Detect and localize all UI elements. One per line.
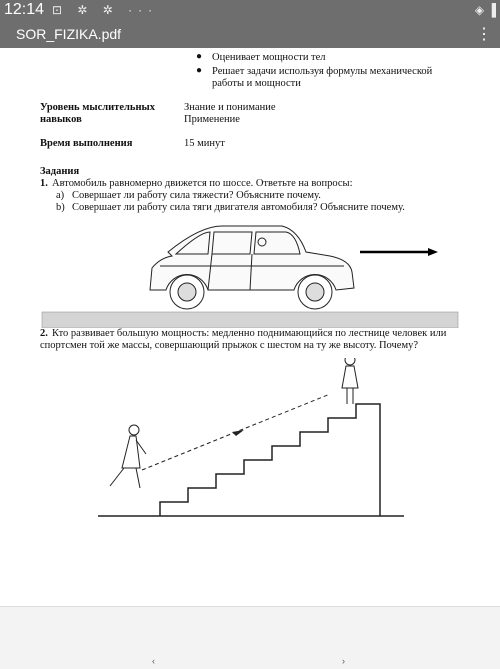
next-page-icon[interactable]: › xyxy=(342,656,345,666)
task-number: 1. xyxy=(40,178,48,189)
road xyxy=(42,312,458,328)
task-number: 2. xyxy=(40,328,48,339)
question-label: b) xyxy=(56,202,65,213)
car xyxy=(150,226,354,309)
time-value: 15 минут xyxy=(184,138,225,149)
bullet-icon: ● xyxy=(196,51,203,62)
time-label: Время выполнения xyxy=(40,138,133,149)
bullet-text: Решает задачи используя формулы механической xyxy=(212,66,433,77)
bullet-text: Оценивает мощности тел xyxy=(212,52,326,63)
next-page-area[interactable] xyxy=(0,606,500,669)
question-text: Совершает ли работу сила тяжести? Объясните почему. xyxy=(72,190,321,201)
level-value: Применение xyxy=(184,114,240,125)
level-value: Знание и понимание xyxy=(184,102,276,113)
task-text: спортсмен той же массы, совершающий прыжок с шестом на ту же высоту. Почему? xyxy=(40,340,419,351)
bullet-icon: ● xyxy=(196,65,203,76)
clock: 12:14 xyxy=(4,1,45,18)
question-text: Совершает ли работу сила тяги двигателя автомобиля? Объясните почему. xyxy=(72,202,405,213)
arrow-head-icon xyxy=(428,248,438,256)
path-arrow-icon xyxy=(232,430,244,436)
level-label: Уровень мыслительных xyxy=(40,102,155,113)
task-text: Кто развивает большую мощность: медленно поднимающийся по лестнице человек или xyxy=(52,328,447,339)
bullet-text: работы и мощности xyxy=(212,78,301,89)
tasks-heading: Задания xyxy=(40,166,80,177)
staircase xyxy=(160,404,380,516)
system-icons: ◈ ▐ xyxy=(474,3,496,17)
stairs-illustration xyxy=(0,358,500,526)
app-bar xyxy=(0,22,500,48)
question-label: a) xyxy=(56,190,65,201)
level-label: навыков xyxy=(40,114,82,125)
car-illustration xyxy=(0,218,500,328)
walking-person xyxy=(110,425,146,488)
more-vertical-icon[interactable]: ⋮ xyxy=(476,26,492,43)
standing-person xyxy=(342,358,358,404)
status-bar xyxy=(0,0,500,22)
prev-page-icon[interactable]: ‹ xyxy=(152,656,155,666)
notification-icons: ⊡ ✲ ✲ ··· xyxy=(52,3,159,17)
pdf-page[interactable] xyxy=(0,48,500,606)
task-text: Автомобиль равномерно движется по шоссе. Ответьте на вопросы: xyxy=(52,178,353,189)
document-title: SOR_FIZIKA.pdf xyxy=(16,26,122,42)
